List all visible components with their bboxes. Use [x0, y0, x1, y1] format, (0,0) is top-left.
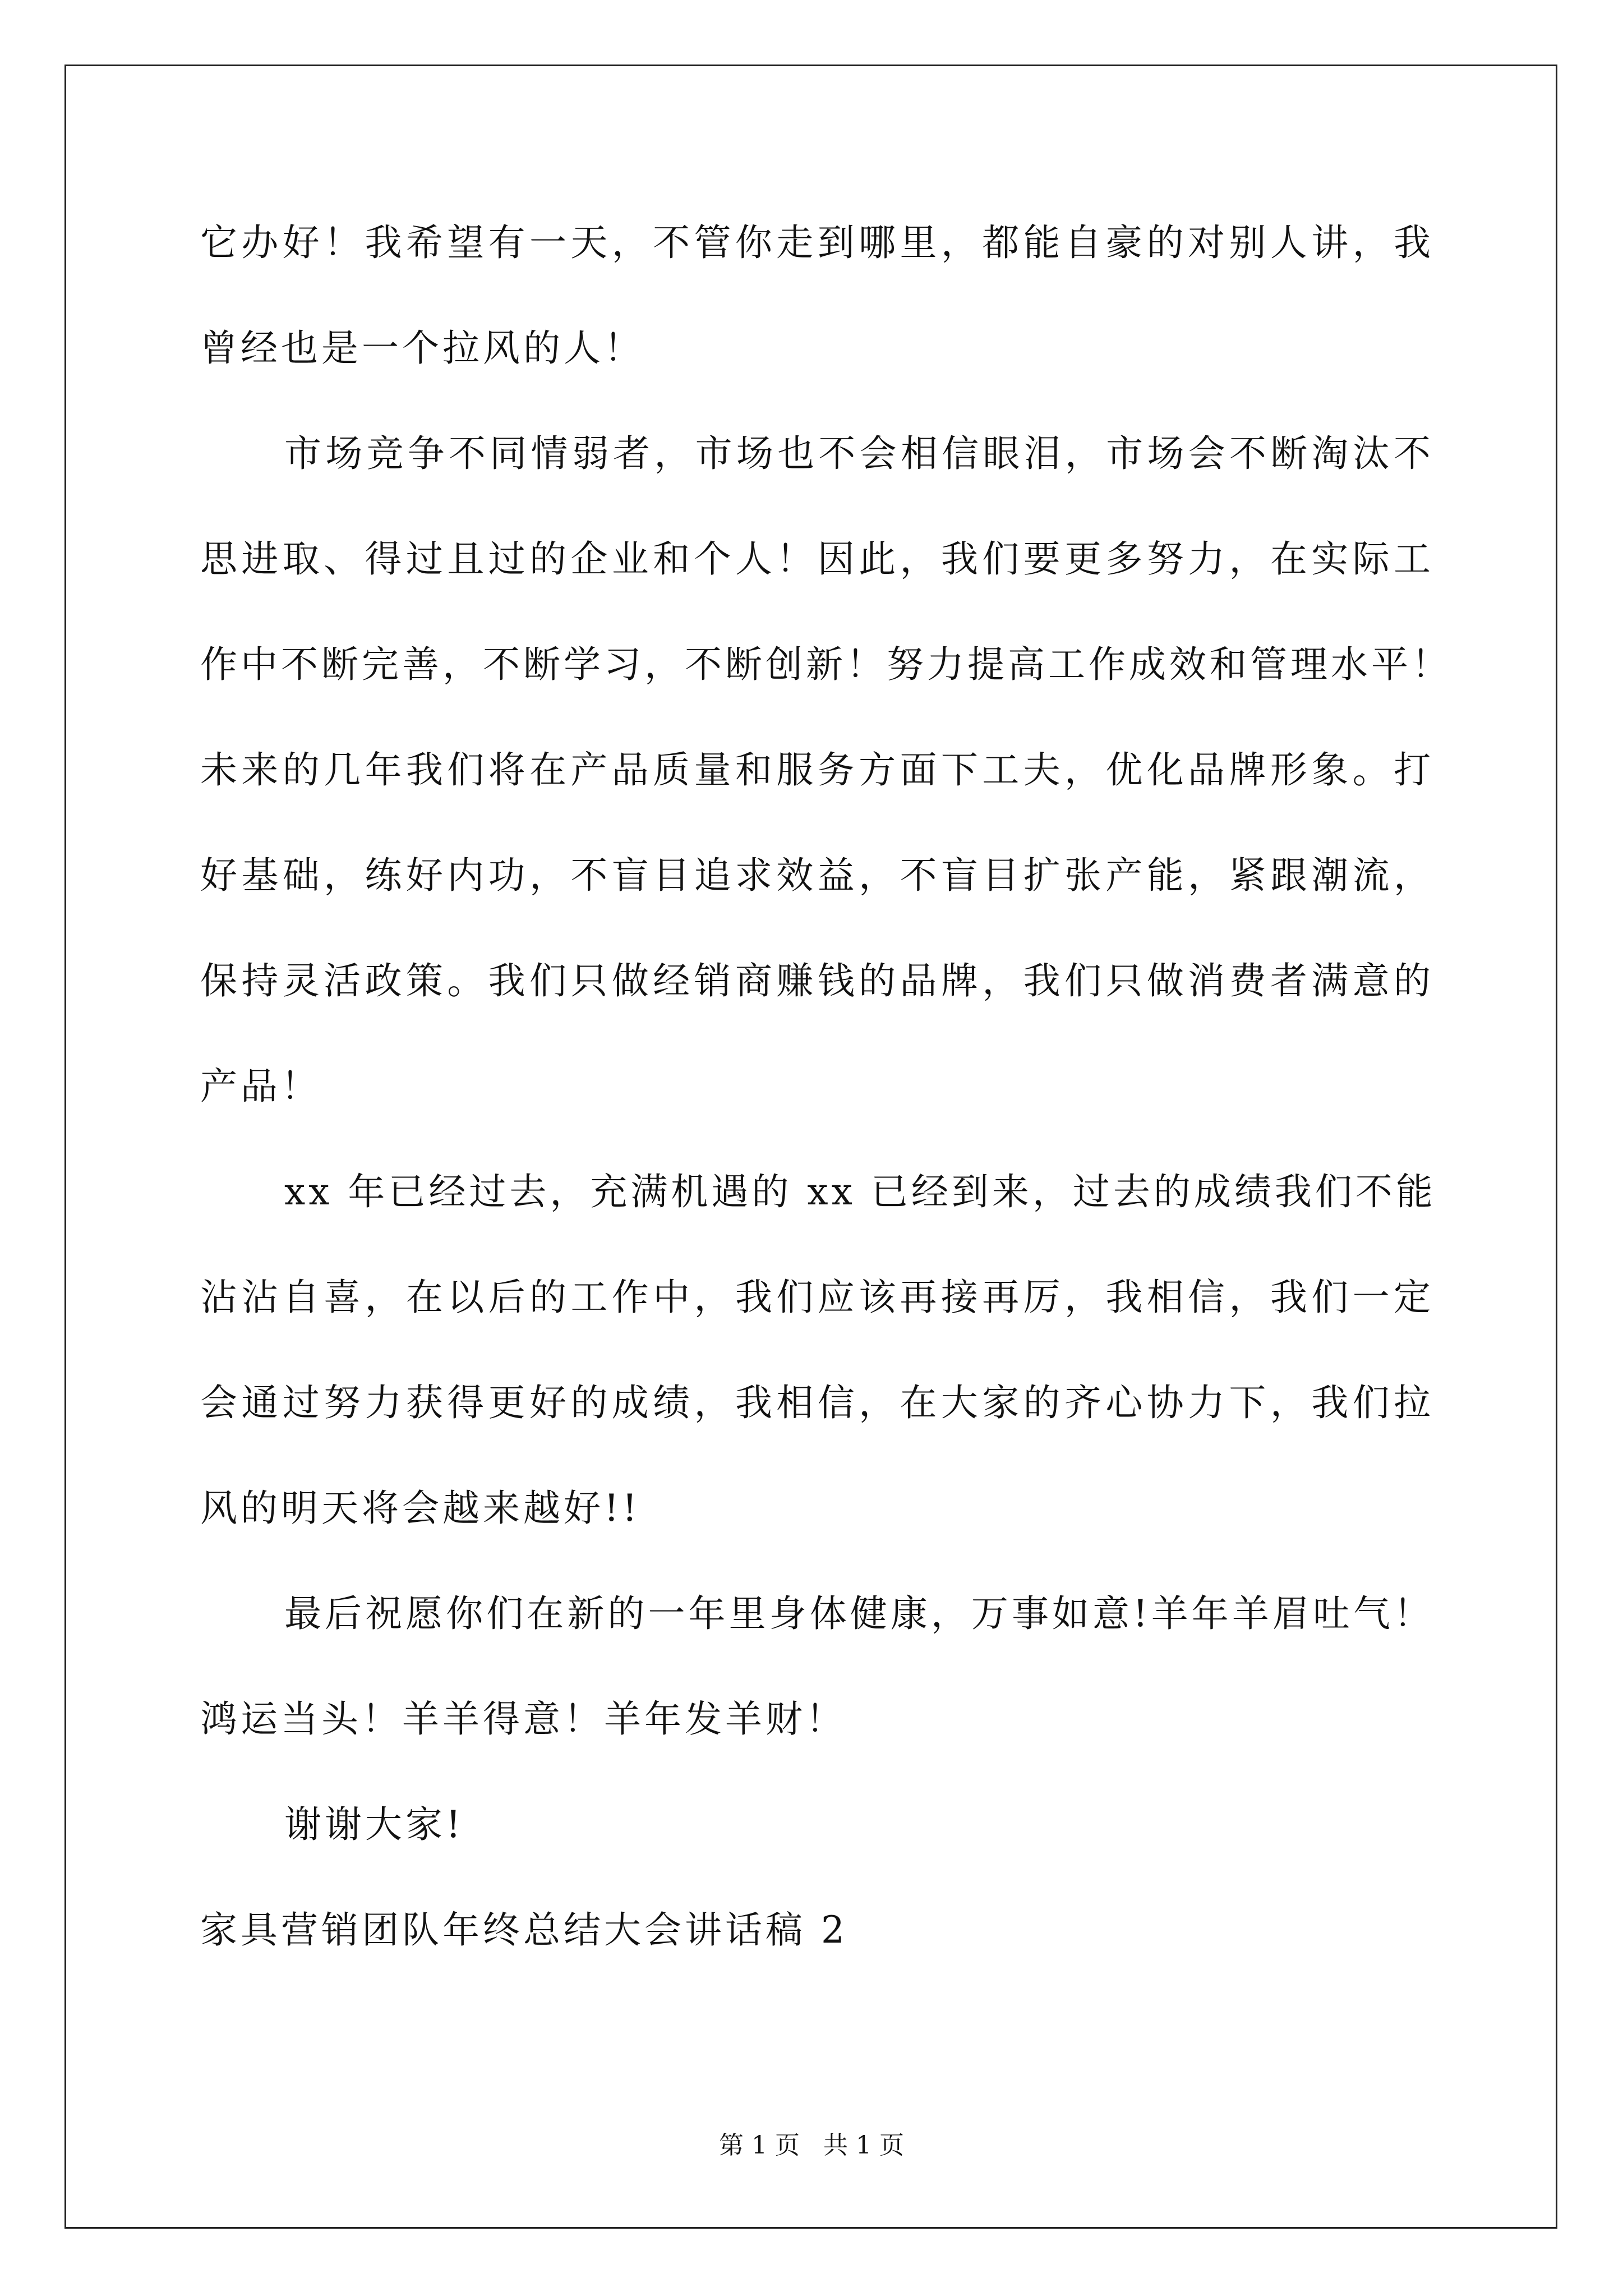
body-line: 风的明天将会越来越好!!	[200, 1487, 641, 1530]
paragraph-start-line: 最后祝愿你们在新的一年里身体健康，万事如意!羊年羊眉吐气！	[284, 1592, 1434, 1635]
paragraph-start-line: 市场竞争不同情弱者，市场也不会相信眼泪，市场会不断淘汰不	[284, 432, 1434, 475]
paragraph-start-line: xx 年已经过去，充满机遇的 xx 已经到来，过去的成绩我们不能	[284, 1170, 1436, 1213]
body-line: 鸿运当头！羊羊得意！羊年发羊财！	[200, 1697, 846, 1741]
page-number: 第 1 页	[719, 2131, 800, 2160]
body-line: 产品！	[200, 1065, 321, 1108]
body-line: 作中不断完善，不断学习，不断创新！努力提高工作成效和管理水平！	[200, 643, 1452, 686]
body-line: 未来的几年我们将在产品质量和服务方面下工夫，优化品牌形象。打	[200, 748, 1434, 792]
body-line: 曾经也是一个拉风的人！	[200, 326, 644, 370]
body-line: 好基础，练好内功，不盲目追求效益，不盲目扩张产能，紧跟潮流，	[200, 854, 1434, 897]
body-line: 思进取、得过且过的企业和个人！因此，我们要更多努力，在实际工	[200, 537, 1434, 581]
closing-line: 谢谢大家!	[284, 1803, 464, 1846]
body-line: 会通过努力获得更好的成绩，我相信，在大家的齐心协力下，我们拉	[200, 1381, 1434, 1424]
page-footer	[0, 2129, 1623, 2162]
body-line: 保持灵活政策。我们只做经销商赚钱的品牌，我们只做消费者满意的	[200, 959, 1434, 1002]
body-line: 它办好！我希望有一天，不管你走到哪里，都能自豪的对别人讲，我	[200, 221, 1434, 264]
body-line: 沾沾自喜，在以后的工作中，我们应该再接再厉，我相信，我们一定	[200, 1276, 1434, 1319]
page-total: 共 1 页	[823, 2131, 904, 2160]
section-title: 家具营销团队年终总结大会讲话稿 2	[200, 1908, 848, 1952]
